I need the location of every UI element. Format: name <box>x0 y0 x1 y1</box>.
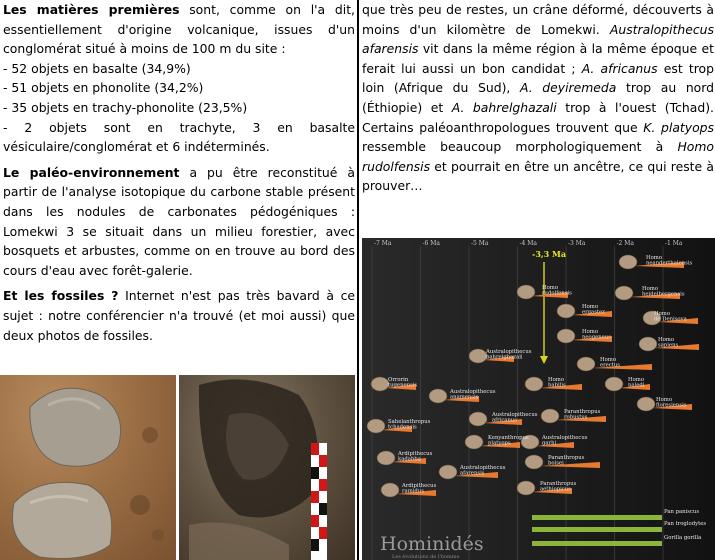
skull-icon <box>525 377 543 391</box>
skull-icon <box>517 285 535 299</box>
skull-icon <box>381 483 399 497</box>
hominid-chart <box>362 238 715 560</box>
lineage-bar <box>532 527 662 532</box>
paleo-environment-heading: Le paléo-environnement <box>3 164 180 180</box>
time-label: -4 Ma <box>519 240 537 247</box>
species-label: Australopithecus africanus <box>492 412 538 424</box>
species-label: Ardipithecus kadabba <box>398 451 433 463</box>
species-label: Homo floresiensis <box>656 397 687 409</box>
species-label: Homo sapiens <box>658 337 679 349</box>
species-label: Australopithecus bahrelghazali <box>486 349 532 361</box>
species-label: Kenyanthropus platyops <box>488 435 529 447</box>
species-label: Homo naledi <box>628 377 645 389</box>
skull-icon <box>429 389 447 403</box>
skull-icon <box>615 286 633 300</box>
left-column <box>3 0 355 374</box>
skull-icon <box>439 465 457 479</box>
chart-logo-subtitle: Les évolutions de l'homme <box>392 554 460 560</box>
time-label: -1 Ma <box>665 240 683 247</box>
species-label: Homo erectus <box>600 357 621 369</box>
hominid-timeline <box>362 238 715 560</box>
photo-stone-tools <box>0 375 176 560</box>
material-item: - 51 objets en phonolite (34,2%) <box>3 80 204 96</box>
species-label: Homo neogeneus <box>582 329 611 341</box>
skull-icon <box>525 455 543 469</box>
species-label: Homo habilis <box>548 377 566 389</box>
scale-bar <box>311 443 327 560</box>
photo-fossil-rock <box>179 375 355 560</box>
species-label: Gorilla gorilla <box>664 535 702 541</box>
skull-icon <box>619 255 637 269</box>
raw-materials-heading: Les matières premières <box>3 2 180 17</box>
species-label: Pan paniscus <box>664 509 700 515</box>
time-label: -2 Ma <box>616 240 634 247</box>
skull-icon <box>577 357 595 371</box>
material-item: - 2 objets sont en trachyte, 3 en basalte vésiculaire/conglomérat et 6 indéterminés. <box>3 119 355 155</box>
chart-logo: Hominidés <box>380 533 484 555</box>
species-label: Paranthropus boisei <box>548 455 585 467</box>
fossil-rock-illustration <box>179 375 355 560</box>
material-item: - 52 objets en basalte (34,9%) <box>3 60 191 76</box>
right-column <box>362 0 714 236</box>
skull-icon <box>557 304 575 318</box>
column-divider <box>357 0 359 560</box>
material-item: - 35 objets en trachy-phonolite (23,5%) <box>3 99 248 115</box>
species-label: Australopithecus garhi <box>542 435 588 447</box>
fossils-heading: Et les fossiles ? <box>3 288 119 304</box>
skull-icon <box>639 337 657 351</box>
skull-icon <box>517 481 535 495</box>
skull-icon <box>605 377 623 391</box>
skull-icon <box>371 377 389 391</box>
skull-icon <box>557 329 575 343</box>
species-label: Homo ergaster <box>582 304 605 316</box>
time-label: -7 Ma <box>374 240 392 247</box>
skull-icon <box>367 419 385 433</box>
skull-icon <box>465 435 483 449</box>
species-label: Paranthropus robustus <box>564 409 601 421</box>
paleo-environment-paragraph: Le paléo-environnement a pu être reconstitué à partir de l'analyse isotopique du carbone stable présent dans les nodules de carbonates pédogéniques : Lomekwi 3 se situait dans un milieu forestier, avec bosquets et arbustes, comme on en trouve au bord des cours d'eau avec forêt-galerie. <box>3 164 355 278</box>
skull-icon <box>469 349 487 363</box>
species-label: Orrorin tugenensis <box>388 377 418 389</box>
skull-icon <box>377 451 395 465</box>
stone-tools-illustration <box>0 375 176 560</box>
fossils-paragraph: Et les fossiles ? Internet n'est pas très bavard à ce sujet : notre conférencier n'a trouvé (et moi aussi) que deux photos de fossiles. <box>3 288 356 343</box>
species-label: Pan troglodytes <box>664 521 707 527</box>
lineage-bar <box>532 541 662 546</box>
highlight-label: -3,3 Ma <box>532 249 567 259</box>
time-label: -3 Ma <box>568 240 586 247</box>
species-label: Homo rudolfensis <box>542 285 572 297</box>
species-label: Australopithecus anamensis <box>450 389 496 401</box>
species-label: Homo de Denisova <box>654 311 687 323</box>
species-label: Australopithecus afarensis <box>460 465 506 477</box>
time-label: -6 Ma <box>422 240 440 247</box>
skull-icon <box>637 397 655 411</box>
time-label: -5 Ma <box>471 240 489 247</box>
candidates-paragraph: que très peu de restes, un crâne déformé, découverts à moins d'un kilomètre de Lomekwi. Australopithecus afarensis vit dans la même région à la même époque et ferait lui aussi un bon candidat ; A. africanus est trop loin (Afrique du Sud), A. deyiremeda trop au nord (Éthiopie) et A. bahrelghazali trop à l'ouest (Tchad). Certains paléoanthropologues trouvent que K. platyops ressemble beaucoup morphologiquement à Homo rudolfensis et pourrait en être un ancêtre, ce qui reste à prouver… <box>362 2 714 194</box>
species-label: Sahelanthropus tchadensis <box>388 419 431 431</box>
lineage-bar <box>532 515 662 520</box>
skull-icon <box>541 409 559 423</box>
species-label: Homo neanderthalensis <box>646 255 693 267</box>
skull-icon <box>469 412 487 426</box>
species-label: Paranthropus aethiopicus <box>540 481 577 493</box>
species-label: Homo heidelbergensis <box>642 286 685 298</box>
species-label: Ardipithecus ramidus <box>402 483 437 495</box>
raw-materials-paragraph: Les matières premières sont, comme on l'a dit, essentiellement d'origine volcanique, issues d'un conglomérat situé à moins de 100 m du site : <box>3 2 355 57</box>
